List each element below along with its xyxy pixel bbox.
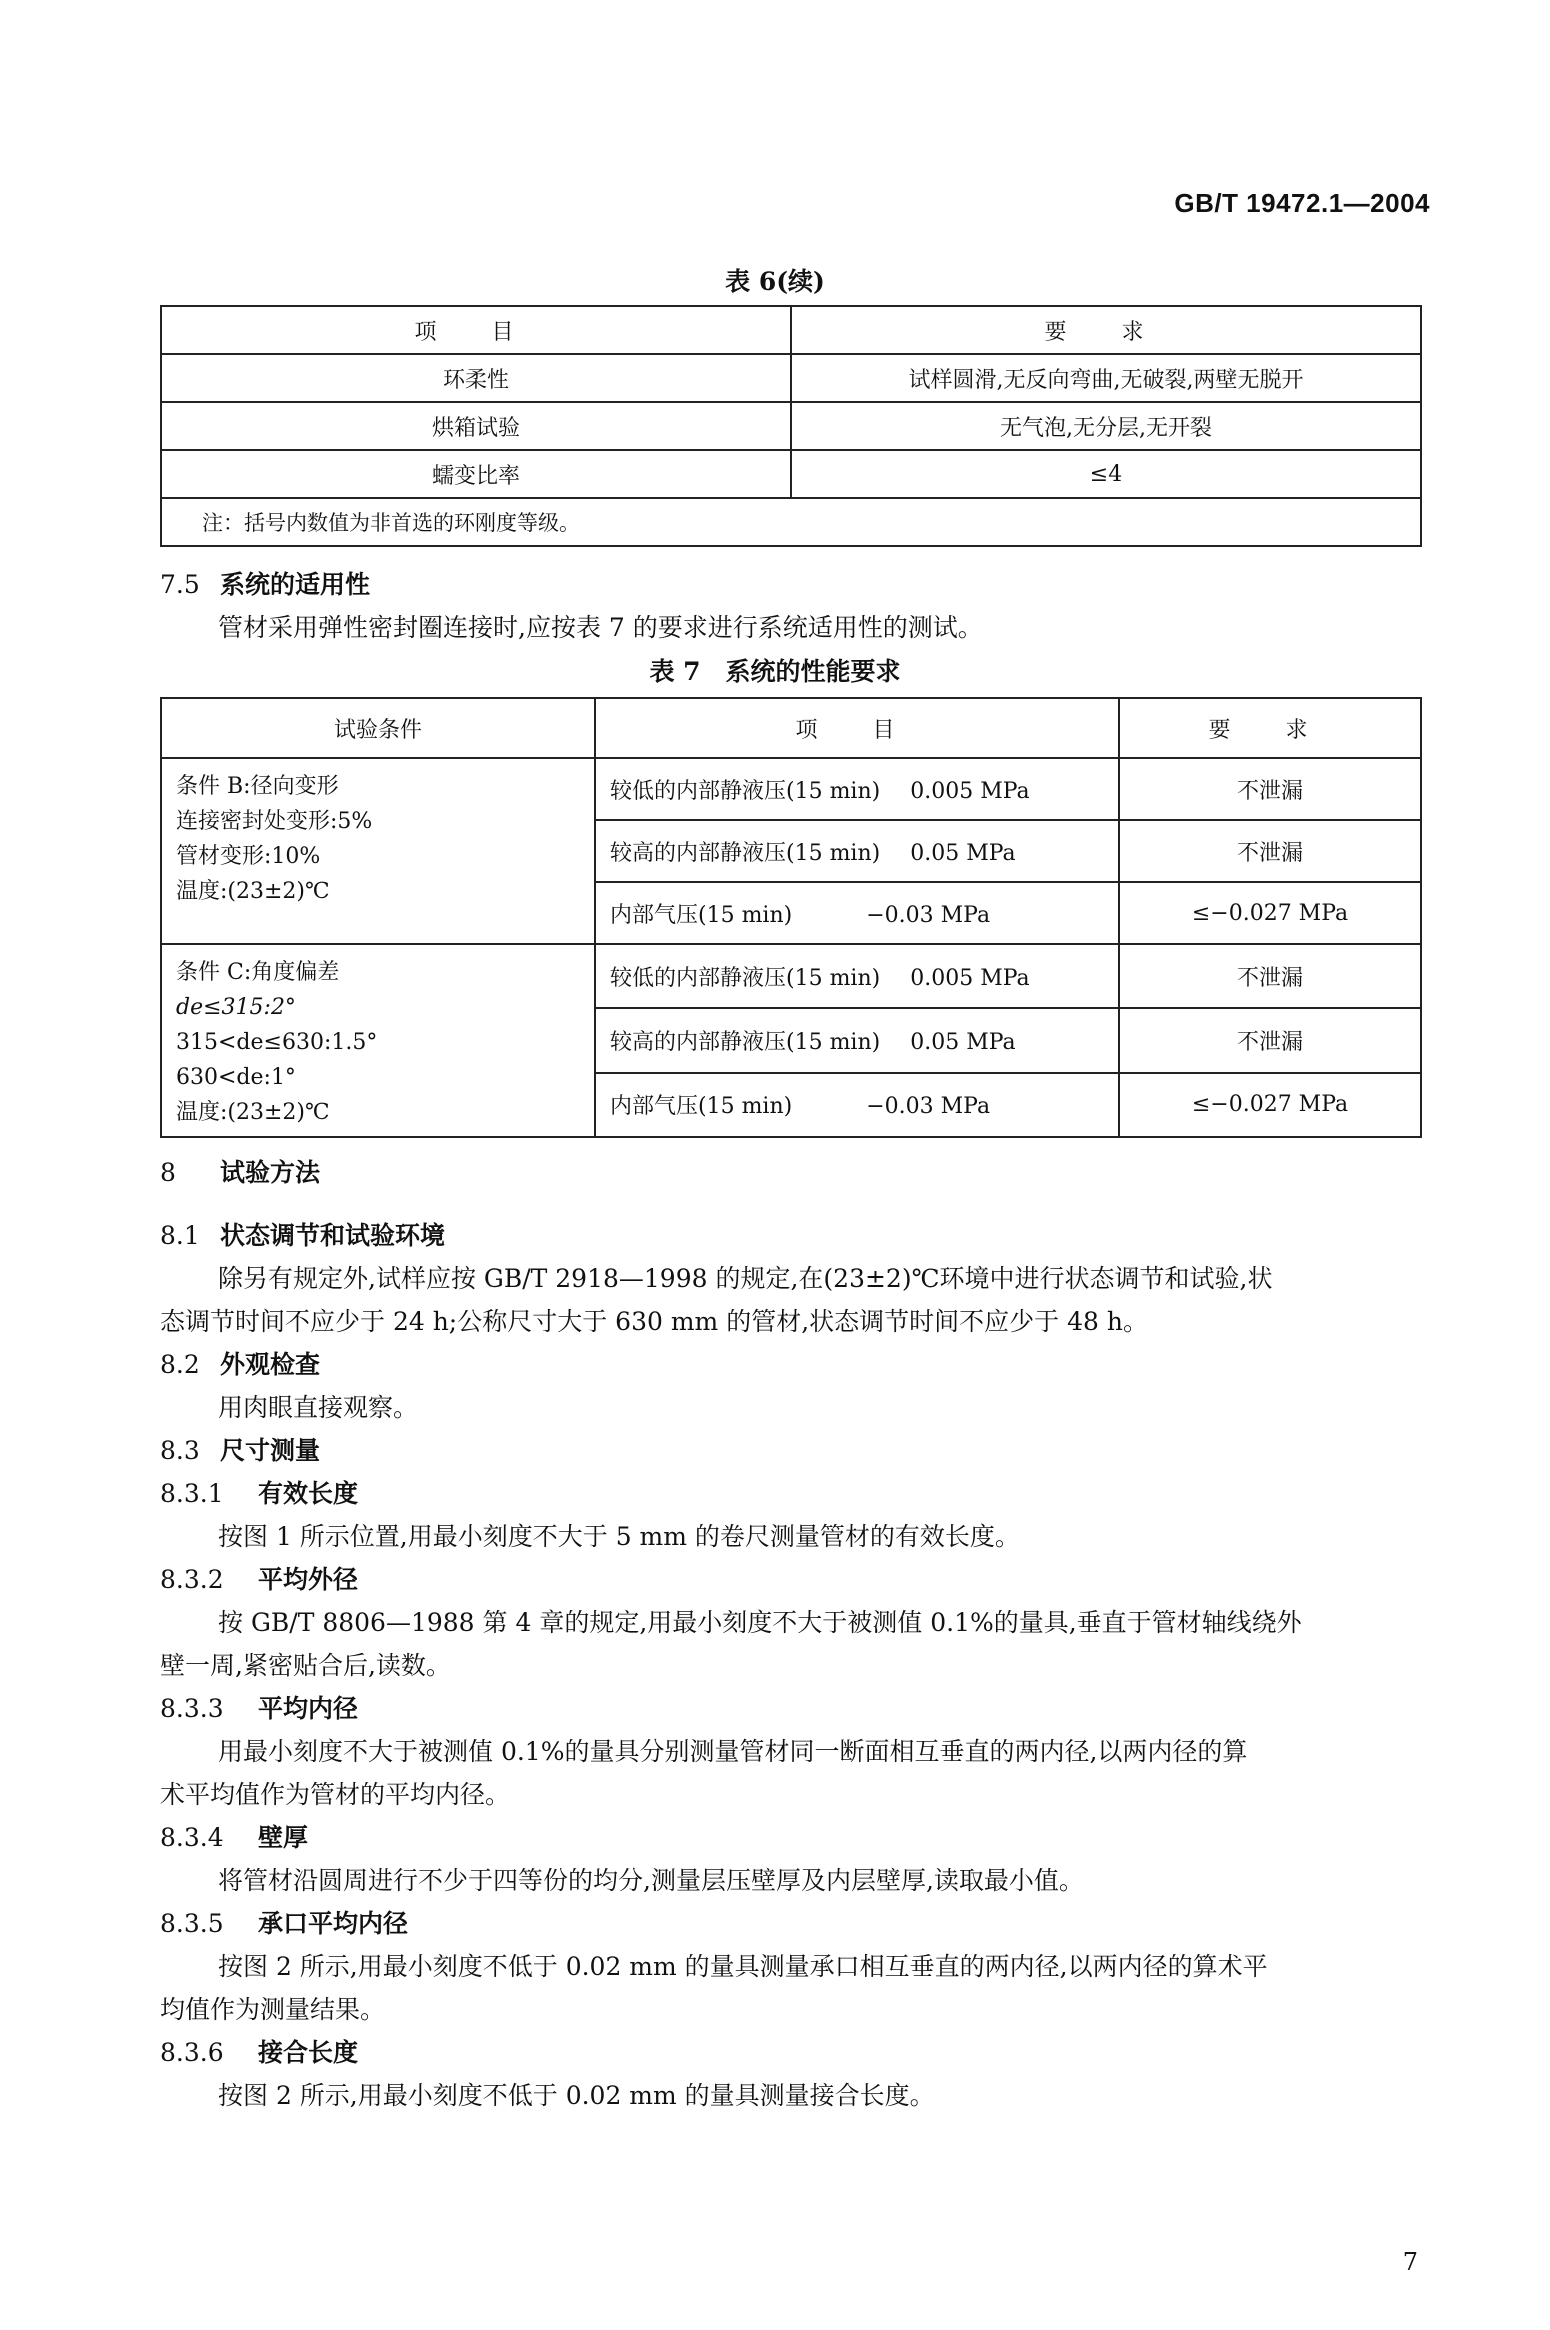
condition-line: 630<de:1° — [176, 1065, 296, 1090]
table-header-row — [161, 306, 1421, 354]
condition-cell — [161, 758, 595, 944]
table6-caption: 表 6(续) — [725, 267, 825, 296]
table-cell: 蠕变比率 — [161, 450, 791, 498]
section-8-3-5-line2: 均值作为测量结果。 — [160, 1995, 386, 2024]
table-cell: 环柔性 — [161, 354, 791, 402]
condition-line: 连接密封处变形:5% — [176, 809, 373, 834]
section-8-1-heading: 8.1 状态调节和试验环境 — [160, 1221, 446, 1250]
requirement-cell: 不泄漏 — [1119, 944, 1421, 1008]
section-7-5-heading: 7.5 系统的适用性 — [160, 570, 371, 599]
item-cell: 较高的内部静液压(15 min) 0.05 MPa — [595, 820, 1119, 882]
table-cell: 烘箱试验 — [161, 402, 791, 450]
table-row — [161, 450, 1421, 498]
table6 — [160, 305, 1422, 547]
item-cell: 较低的内部静液压(15 min) 0.005 MPa — [595, 758, 1119, 820]
section-8-3-1-heading: 8.3.1 有效长度 — [160, 1479, 359, 1508]
requirement-cell: 不泄漏 — [1119, 758, 1421, 820]
requirement-cell: ≤−0.027 MPa — [1119, 1073, 1421, 1137]
section-8-3-2-line2: 壁一周,紧密贴合后,读数。 — [160, 1651, 451, 1680]
item-cell: 较高的内部静液压(15 min) 0.05 MPa — [595, 1008, 1119, 1072]
table-row — [161, 402, 1421, 450]
table7-caption: 表 7 系统的性能要求 — [649, 657, 901, 686]
condition-line: 315<de≤630:1.5° — [176, 1030, 378, 1055]
table-row — [161, 944, 1421, 1008]
section-8-1-line1: 除另有规定外,试样应按 GB/T 2918—1998 的规定,在(23±2)℃环境中进行状态调节和试验,状 — [218, 1264, 1273, 1293]
section-8-3-6-line1: 按图 2 所示,用最小刻度不低于 0.02 mm 的量具测量接合长度。 — [218, 2081, 935, 2110]
table-cell: ≤4 — [791, 450, 1421, 498]
condition-line: 管材变形:10% — [176, 844, 321, 869]
table-row — [161, 758, 1421, 820]
table-header-cell: 要 求 — [1119, 698, 1421, 758]
table7 — [160, 697, 1422, 1138]
table-header-cell: 试验条件 — [161, 698, 595, 758]
condition-line: 温度:(23±2)℃ — [176, 879, 330, 904]
condition-line: 条件 B:径向变形 — [176, 774, 339, 799]
section-8-3-3-line1: 用最小刻度不大于被测值 0.1%的量具分别测量管材同一断面相互垂直的两内径,以两内径的算 — [218, 1737, 1248, 1766]
section-8-3-4-line1: 将管材沿圆周进行不少于四等份的均分,测量层压壁厚及内层壁厚,读取最小值。 — [218, 1866, 1084, 1895]
section-8-3-4-heading: 8.3.4 壁厚 — [160, 1823, 309, 1852]
section-8-3-3-line2: 术平均值作为管材的平均内径。 — [160, 1780, 511, 1809]
requirement-cell: 不泄漏 — [1119, 820, 1421, 882]
table-note: 注：括号内数值为非首选的环刚度等级。 — [161, 498, 1421, 546]
table-row — [161, 354, 1421, 402]
requirement-cell: 不泄漏 — [1119, 1008, 1421, 1072]
condition-line: 温度:(23±2)℃ — [176, 1100, 330, 1125]
section-8-heading: 8 试验方法 — [160, 1158, 321, 1187]
condition-line: 条件 C:角度偏差 — [176, 960, 340, 985]
table-note-row — [161, 498, 1421, 546]
item-cell: 内部气压(15 min) −0.03 MPa — [595, 1073, 1119, 1137]
section-8-3-5-line1: 按图 2 所示,用最小刻度不低于 0.02 mm 的量具测量承口相互垂直的两内径,以两内径的算术平 — [218, 1952, 1268, 1981]
section-8-3-1-line1: 按图 1 所示位置,用最小刻度不大于 5 mm 的卷尺测量管材的有效长度。 — [218, 1522, 1020, 1551]
table-header-cell: 要 求 — [791, 306, 1421, 354]
table-cell: 试样圆滑,无反向弯曲,无破裂,两壁无脱开 — [791, 354, 1421, 402]
table-header-cell: 项 目 — [595, 698, 1119, 758]
table-cell: 无气泡,无分层,无开裂 — [791, 402, 1421, 450]
section-8-3-heading: 8.3 尺寸测量 — [160, 1436, 321, 1465]
section-7-5-text: 管材采用弹性密封圈连接时,应按表 7 的要求进行系统适用性的测试。 — [218, 613, 983, 642]
requirement-cell: ≤−0.027 MPa — [1119, 882, 1421, 944]
page-number: 7 — [1402, 2248, 1418, 2276]
section-8-2-heading: 8.2 外观检查 — [160, 1350, 321, 1379]
condition-cell — [161, 944, 595, 1137]
item-cell: 内部气压(15 min) −0.03 MPa — [595, 882, 1119, 944]
section-8-3-2-heading: 8.3.2 平均外径 — [160, 1565, 359, 1594]
condition-line: de≤315:2° — [176, 995, 296, 1020]
section-8-1-line2: 态调节时间不应少于 24 h;公称尺寸大于 630 mm 的管材,状态调节时间不应少于 48 h。 — [160, 1307, 1148, 1336]
section-8-3-3-heading: 8.3.3 平均内径 — [160, 1694, 359, 1723]
table-header-row — [161, 698, 1421, 758]
item-cell: 较低的内部静液压(15 min) 0.005 MPa — [595, 944, 1119, 1008]
section-8-3-6-heading: 8.3.6 接合长度 — [160, 2038, 359, 2067]
section-8-3-2-line1: 按 GB/T 8806—1988 第 4 章的规定,用最小刻度不大于被测值 0.1%的量具,垂直于管材轴线绕外 — [218, 1608, 1302, 1637]
table-header-cell: 项 目 — [161, 306, 791, 354]
standard-code: GB/T 19472.1—2004 — [1174, 188, 1430, 218]
section-8-2-line1: 用肉眼直接观察。 — [218, 1393, 419, 1422]
section-8-3-5-heading: 8.3.5 承口平均内径 — [160, 1909, 409, 1938]
